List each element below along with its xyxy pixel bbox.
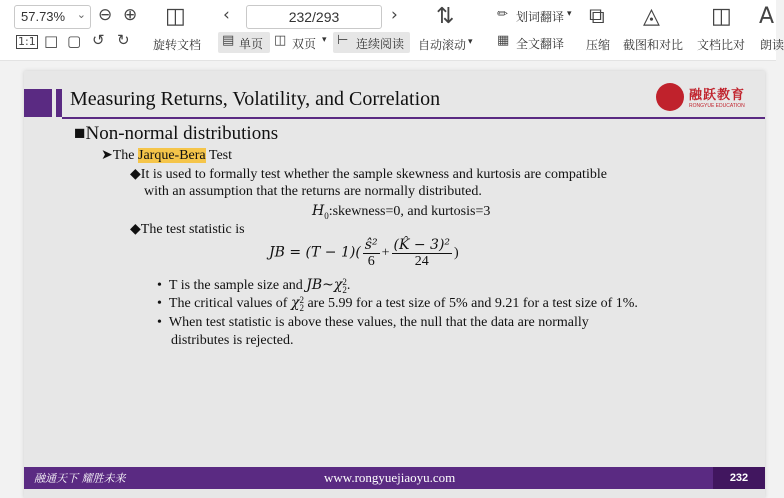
formula-lhs: JB = (T − 1)( (269, 244, 361, 261)
crop-icon[interactable]: □ (44, 32, 59, 50)
zoom-select[interactable] (14, 5, 91, 29)
formula-frac1 (363, 237, 380, 270)
title-accent-block (24, 89, 52, 117)
frac2-den: 24 (414, 254, 429, 269)
title-accent-stripe (56, 89, 62, 117)
compare-icon: ◫ (711, 4, 732, 29)
doc-compare-button[interactable]: 文档比对 (697, 38, 746, 52)
frac1-den: 6 (367, 254, 375, 269)
rotate-left-icon[interactable]: ↺ (92, 31, 105, 49)
prev-page-icon[interactable]: ‹ (223, 5, 230, 25)
read-aloud-button[interactable]: 朗读 (760, 38, 784, 52)
h0-text: :skewness=0, and kurtosis=3 (328, 204, 491, 219)
dot2-pre: The critical values of (168, 296, 291, 311)
bullet2-text: The test statistic is (140, 222, 245, 237)
dot1-end: . (346, 278, 351, 293)
sub-heading-prefix: The (112, 148, 138, 163)
bullet1-text1: It is used to formally test whether the sample skewness and kurtosis are compatible (140, 167, 607, 182)
footer-url: www.rongyuejiaoyu.com (324, 470, 456, 485)
dot1: • T is the sample size and JB~χ 2 2 . (157, 276, 351, 295)
zoom-out-icon[interactable]: ⊖ (98, 5, 113, 25)
chevron-down-icon: ⌄ (76, 9, 86, 21)
formula-frac2 (392, 237, 453, 270)
slide-title: Measuring Returns, Volatility, and Correlation (70, 88, 441, 110)
dot1-text: T is the sample size and (168, 278, 307, 293)
double-page-icon: ◫ (274, 33, 287, 48)
section-heading-text: Non-normal distributions (85, 123, 279, 144)
word-translate-button[interactable]: 划词翻译 (516, 10, 565, 24)
sub-heading: ➤The Jarque-Bera Test (101, 148, 233, 163)
dot2-sub: 2 (299, 302, 304, 313)
footer-page-number: 232 (729, 472, 749, 484)
read-aloud-icon: A (759, 4, 775, 29)
bullet1-line1: ◆It is used to formally test whether the sample skewness and kurtosis are compatible (130, 167, 607, 182)
auto-scroll-dropdown-icon[interactable]: ▾ (468, 37, 473, 47)
dot2-sup: 2 (299, 294, 304, 305)
title-underline (62, 117, 765, 119)
dot2-math: χ (290, 295, 300, 311)
next-page-icon[interactable]: › (391, 5, 398, 25)
dot1-math: JB~χ (306, 277, 343, 293)
logo-mark-icon (656, 83, 684, 111)
page-indicator: 232/293 (288, 9, 340, 25)
fit-page-icon[interactable]: 1:1 (18, 35, 36, 48)
logo-cn: 融跃教育 (689, 88, 746, 103)
continuous-reading-label: 连续阅读 (356, 37, 405, 51)
rotate-right-icon[interactable]: ↻ (117, 31, 130, 49)
formula-close: ) (454, 245, 459, 261)
zoom-in-icon[interactable]: ⊕ (123, 5, 138, 25)
frac1-num: ŝ² (364, 237, 378, 253)
rotate-document-button[interactable]: 旋转文档 (153, 38, 202, 52)
auto-scroll-icon: ⇅ (436, 4, 455, 29)
sub-heading-suffix: Test (205, 148, 233, 163)
bullet2: ◆The test statistic is (130, 222, 245, 237)
frac2-num: (K̂ − 3)² (393, 237, 451, 253)
dot2: • The critical values of χ 2 2 are 5.99 for a test size of 5% and 9.21 for a test size of 1%. (157, 294, 638, 313)
double-page-dropdown-icon[interactable]: ▾ (322, 35, 327, 45)
translate-icon: ✏ (497, 7, 508, 22)
jb-formula (269, 237, 459, 270)
h0-subscript: 0 (324, 210, 329, 221)
dot1-sub: 2 (342, 284, 347, 295)
double-page-button[interactable]: 双页 (292, 37, 317, 51)
compress-button[interactable]: 压缩 (586, 38, 611, 52)
continuous-reading-icon: ⊢ (337, 33, 349, 48)
single-page-icon: ▤ (222, 33, 235, 48)
page-icon[interactable]: ▢ (67, 32, 82, 50)
screenshot-compare-button[interactable]: 截图和对比 (623, 38, 684, 52)
logo-en: RONGYUE EDUCATION (689, 103, 745, 109)
full-translate-button[interactable]: 全文翻译 (516, 37, 565, 51)
pdf-page (24, 71, 765, 498)
dot2-post: are 5.99 for a test size of 5% and 9.21 for a test size of 1%. (303, 296, 638, 311)
word-translate-dropdown-icon[interactable]: ▾ (567, 9, 572, 19)
footer-calligraphy: 融通天下 耀胜未来 (34, 472, 126, 485)
screenshot-icon: ◬ (643, 4, 660, 29)
dot1-sup: 2 (342, 276, 347, 287)
dot3-line2: distributes is rejected. (171, 333, 294, 348)
zoom-value: 57.73% (21, 9, 66, 24)
auto-scroll-button[interactable]: 自动滚动 (418, 38, 467, 52)
null-hypothesis (312, 203, 490, 221)
dot3-line1: • When test statistic is above these values, the null that the data are normally (157, 315, 589, 330)
toolbar (0, 0, 784, 61)
rotate-document-icon[interactable]: ◫ (165, 4, 186, 29)
h0-label: H (312, 203, 325, 219)
compress-icon: ⧉ (589, 4, 605, 29)
formula-plus: + (381, 245, 390, 261)
bullet1-line2: with an assumption that the returns are normally distributed. (144, 184, 482, 199)
highlighted-term: Jarque-Bera (138, 148, 206, 163)
dot3-text1: When test statistic is above these values, the null that the data are normally (168, 315, 589, 330)
single-page-label: 单页 (239, 37, 264, 51)
page-input[interactable] (246, 5, 382, 29)
slide-footer (24, 467, 765, 489)
section-heading: ■Non-normal distributions (74, 123, 279, 144)
full-translate-icon: ▦ (497, 33, 510, 48)
logo (656, 83, 756, 113)
footer-page-box (713, 467, 765, 489)
